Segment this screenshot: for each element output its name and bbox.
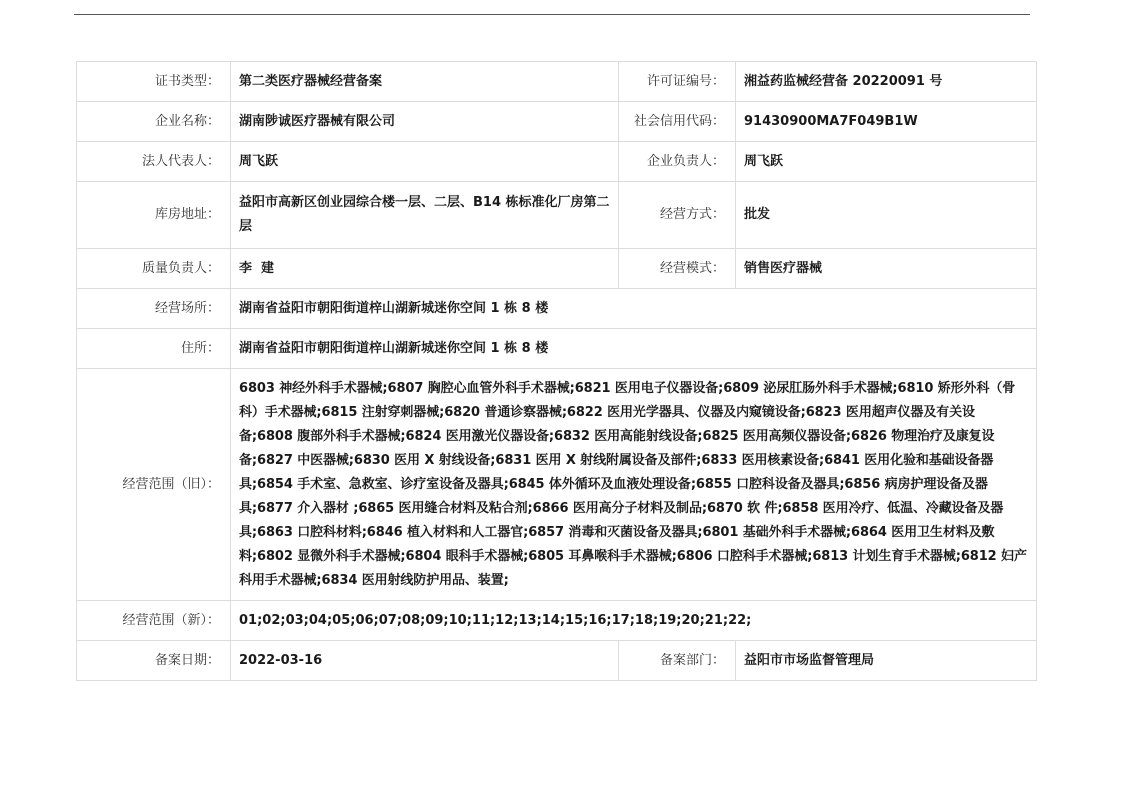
row-quality-head [77, 249, 1037, 289]
business-model-label: 经营模式： [619, 249, 736, 289]
row-cert-type [77, 62, 1037, 102]
top-divider [74, 14, 1030, 15]
row-premises [77, 289, 1037, 329]
scope-old-label: 经营范围（旧）： [77, 369, 231, 601]
business-model-value: 销售医疗器械 [736, 249, 1037, 289]
scope-new-label: 经营范围（新）： [77, 601, 231, 641]
premises-value: 湖南省益阳市朝阳街道梓山湖新城迷你空间 1 栋 8 楼 [231, 289, 1037, 329]
row-record-date [77, 641, 1037, 681]
business-mode-label: 经营方式： [619, 182, 736, 249]
warehouse-value: 益阳市高新区创业园综合楼一层、二层、B14 栋标准化厂房第二层 [231, 182, 619, 249]
legal-rep-value: 周飞跃 [231, 142, 619, 182]
company-head-value: 周飞跃 [736, 142, 1037, 182]
filing-record-table [76, 61, 1037, 681]
row-scope-old [77, 369, 1037, 601]
business-mode-value: 批发 [736, 182, 1037, 249]
record-dept-value: 益阳市市场监督管理局 [736, 641, 1037, 681]
company-name-label: 企业名称： [77, 102, 231, 142]
credit-code-label: 社会信用代码： [619, 102, 736, 142]
credit-code-value: 91430900MA7F049B1W [736, 102, 1037, 142]
record-date-label: 备案日期： [77, 641, 231, 681]
row-legal-rep [77, 142, 1037, 182]
license-no-value: 湘益药监械经营备 20220091 号 [736, 62, 1037, 102]
residence-value: 湖南省益阳市朝阳街道梓山湖新城迷你空间 1 栋 8 楼 [231, 329, 1037, 369]
company-name-value: 湖南陟诚医疗器械有限公司 [231, 102, 619, 142]
row-company-name [77, 102, 1037, 142]
residence-label: 住所： [77, 329, 231, 369]
quality-head-value: 李 建 [231, 249, 619, 289]
row-warehouse [77, 182, 1037, 249]
license-no-label: 许可证编号： [619, 62, 736, 102]
quality-head-label: 质量负责人： [77, 249, 231, 289]
scope-new-value: 01;02;03;04;05;06;07;08;09;10;11;12;13;14;15;16;17;18;19;20;21;22; [231, 601, 1037, 641]
row-scope-new [77, 601, 1037, 641]
scope-old-value: 6803 神经外科手术器械;6807 胸腔心血管外科手术器械;6821 医用电子仪器设备;6809 泌尿肛肠外科手术器械;6810 矫形外科（骨科）手术器械;6815 注射穿刺器械;6820 普通诊察器械;6822 医用光学器具、仪器及内窥镜设备;6823 医用超声仪器及有关设备;6808 腹部外科手术器械;6824 医用激光仪器设备;6832 医用高能射线设备;6825 医用高频仪器设备;6826 物理治疗及康复设备;6827 中医器械;6830 医用 X 射线设备;6831 医用 X 射线附属设备及部件;6833 医用核素设备;6841 医用化验和基础设备器具;6854 手术室、急救室、诊疗室设备及器具;6845 体外循环及血液处理设备;6855 口腔科设备及器具;6856 病房护理设备及器具;6877 介入器材 ;6865 医用缝合材料及粘合剂;6866 医用高分子材料及制品;6870 软 件;6858 医用冷疗、低温、冷藏设备及器具;6863 口腔科材料;6846 植入材料和人工器官;6857 消毒和灭菌设备及器具;6801 基础外科手术器械;6864 医用卫生材料及敷料;6802 显微外科手术器械;6804 眼科手术器械;6805 耳鼻喉科手术器械;6806 口腔科手术器械;6813 计划生育手术器械;6812 妇产科用手术器械;6834 医用射线防护用品、装置; [231, 369, 1037, 601]
warehouse-label: 库房地址： [77, 182, 231, 249]
premises-label: 经营场所： [77, 289, 231, 329]
cert-type-value: 第二类医疗器械经营备案 [231, 62, 619, 102]
record-date-value: 2022-03-16 [231, 641, 619, 681]
record-dept-label: 备案部门： [619, 641, 736, 681]
row-residence [77, 329, 1037, 369]
legal-rep-label: 法人代表人： [77, 142, 231, 182]
cert-type-label: 证书类型： [77, 62, 231, 102]
company-head-label: 企业负责人： [619, 142, 736, 182]
